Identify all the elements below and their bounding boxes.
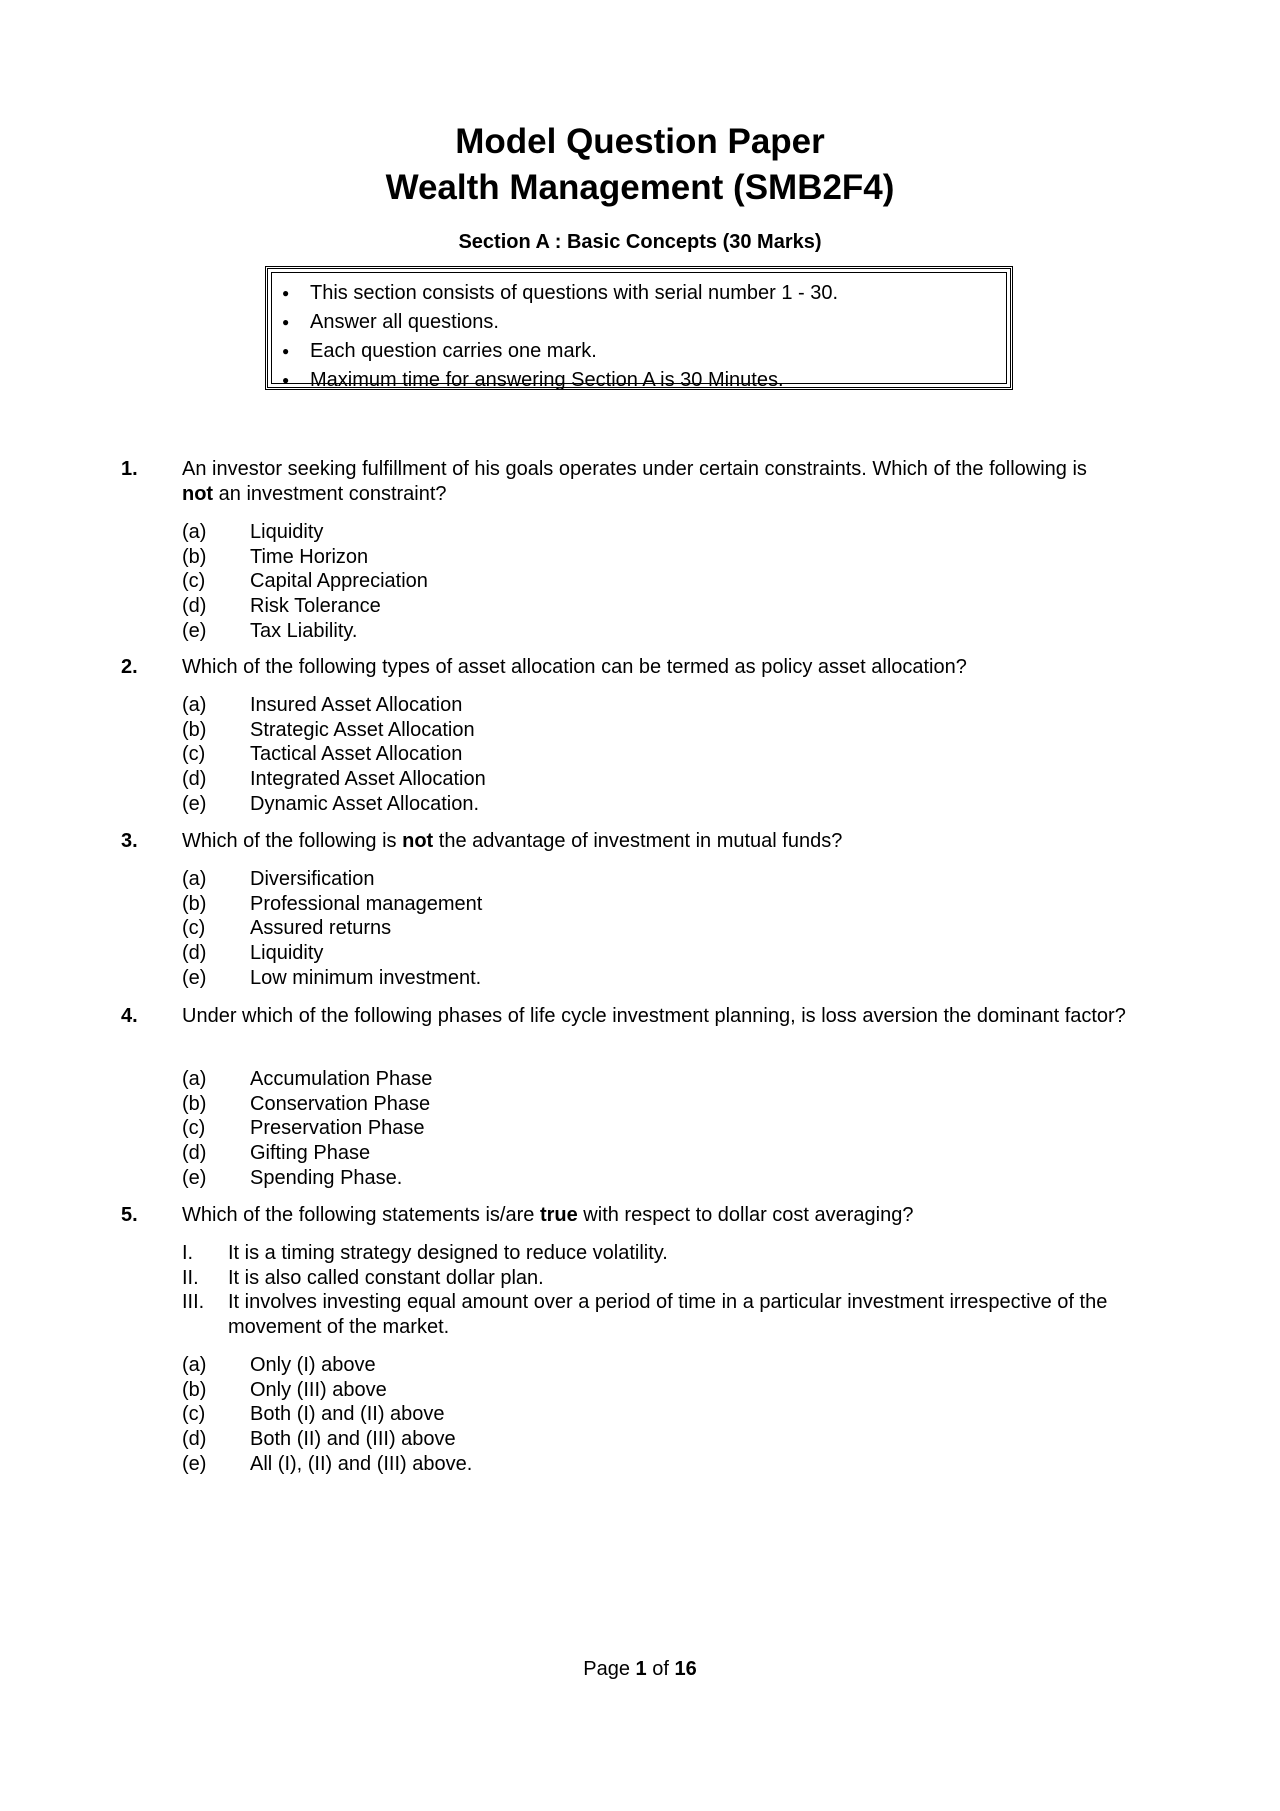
page-footer: Page 1 of 16 bbox=[583, 1658, 697, 1680]
option-item: (d) Both (II) and (III) above bbox=[182, 1428, 456, 1451]
question-text: An investor seeking fulfillment of his goals operates under certain constraints. Which of the following is not an investment constraint? bbox=[182, 458, 1087, 505]
option-item: (a) Diversification bbox=[182, 868, 375, 890]
question-number: 3. bbox=[121, 830, 138, 852]
question-number: 2. bbox=[121, 656, 138, 678]
section-heading: Section A : Basic Concepts (30 Marks) bbox=[458, 231, 822, 253]
statement-item: III. It involves investing equal amount over a period of time in a particular investment irrespective of the movement of the market. bbox=[182, 1291, 1108, 1339]
bullet-icon: ● bbox=[282, 373, 290, 388]
option-item: (e) Tax Liability. bbox=[182, 619, 358, 642]
question-number: 4. bbox=[121, 1005, 138, 1027]
instructions-list bbox=[282, 279, 838, 395]
bullet-icon: ● bbox=[282, 315, 290, 330]
option-item: (b) Strategic Asset Allocation bbox=[182, 718, 475, 741]
option-item: (a) Only (I) above bbox=[182, 1354, 376, 1376]
instructions-box bbox=[265, 266, 1013, 390]
instruction-item: ● This section consists of questions with serial number 1 - 30. bbox=[282, 279, 838, 308]
question-text: Under which of the following phases of life cycle investment planning, is loss aversion the dominant factor? bbox=[182, 1005, 1126, 1027]
question-number: 1. bbox=[121, 458, 138, 480]
options-list bbox=[182, 1353, 472, 1477]
option-item: (a) Accumulation Phase bbox=[182, 1068, 433, 1090]
option-item: (c) Preservation Phase bbox=[182, 1117, 425, 1140]
question-text: Which of the following types of asset allocation can be termed as policy asset allocation? bbox=[182, 656, 967, 678]
instruction-item: ● Each question carries one mark. bbox=[282, 337, 838, 366]
option-item: (d) Integrated Asset Allocation bbox=[182, 768, 486, 791]
paper-title: Model Question Paper bbox=[455, 122, 825, 161]
bullet-icon: ● bbox=[282, 286, 290, 301]
options-list bbox=[182, 693, 486, 817]
option-item: (b) Conservation Phase bbox=[182, 1092, 431, 1115]
option-item: (b) Professional management bbox=[182, 892, 483, 915]
option-item: (e) Spending Phase. bbox=[182, 1166, 403, 1189]
question-number: 5. bbox=[121, 1204, 138, 1226]
option-item: (e) Dynamic Asset Allocation. bbox=[182, 792, 479, 815]
statements-list bbox=[182, 1241, 1157, 1340]
option-item: (c) Both (I) and (II) above bbox=[182, 1403, 445, 1426]
statement-item: II. It is also called constant dollar plan. bbox=[182, 1266, 544, 1289]
instruction-item: ● Answer all questions. bbox=[282, 308, 838, 337]
question-text: Which of the following is not the advantage of investment in mutual funds? bbox=[182, 830, 843, 852]
paper-subtitle: Wealth Management (SMB2F4) bbox=[385, 168, 895, 207]
option-item: (c) Assured returns bbox=[182, 917, 392, 940]
question-text: Which of the following statements is/are true with respect to dollar cost averaging? bbox=[182, 1204, 914, 1226]
instruction-item: ● Maximum time for answering Section A is 30 Minutes. bbox=[282, 366, 838, 395]
options-list bbox=[182, 867, 482, 991]
options-list bbox=[182, 1067, 432, 1191]
option-item: (c) Capital Appreciation bbox=[182, 570, 428, 593]
option-item: (d) Liquidity bbox=[182, 942, 324, 965]
option-item: (a) Liquidity bbox=[182, 521, 324, 543]
option-item: (e) All (I), (II) and (III) above. bbox=[182, 1452, 473, 1475]
option-item: (b) Only (III) above bbox=[182, 1378, 387, 1401]
option-item: (e) Low minimum investment. bbox=[182, 966, 482, 989]
option-item: (d) Risk Tolerance bbox=[182, 595, 381, 618]
bullet-icon: ● bbox=[282, 344, 290, 359]
option-item: (c) Tactical Asset Allocation bbox=[182, 743, 463, 766]
option-item: (a) Insured Asset Allocation bbox=[182, 694, 463, 716]
statement-item: I. It is a timing strategy designed to reduce volatility. bbox=[182, 1242, 668, 1264]
option-item: (b) Time Horizon bbox=[182, 545, 369, 568]
options-list bbox=[182, 520, 428, 644]
option-item: (d) Gifting Phase bbox=[182, 1142, 371, 1165]
